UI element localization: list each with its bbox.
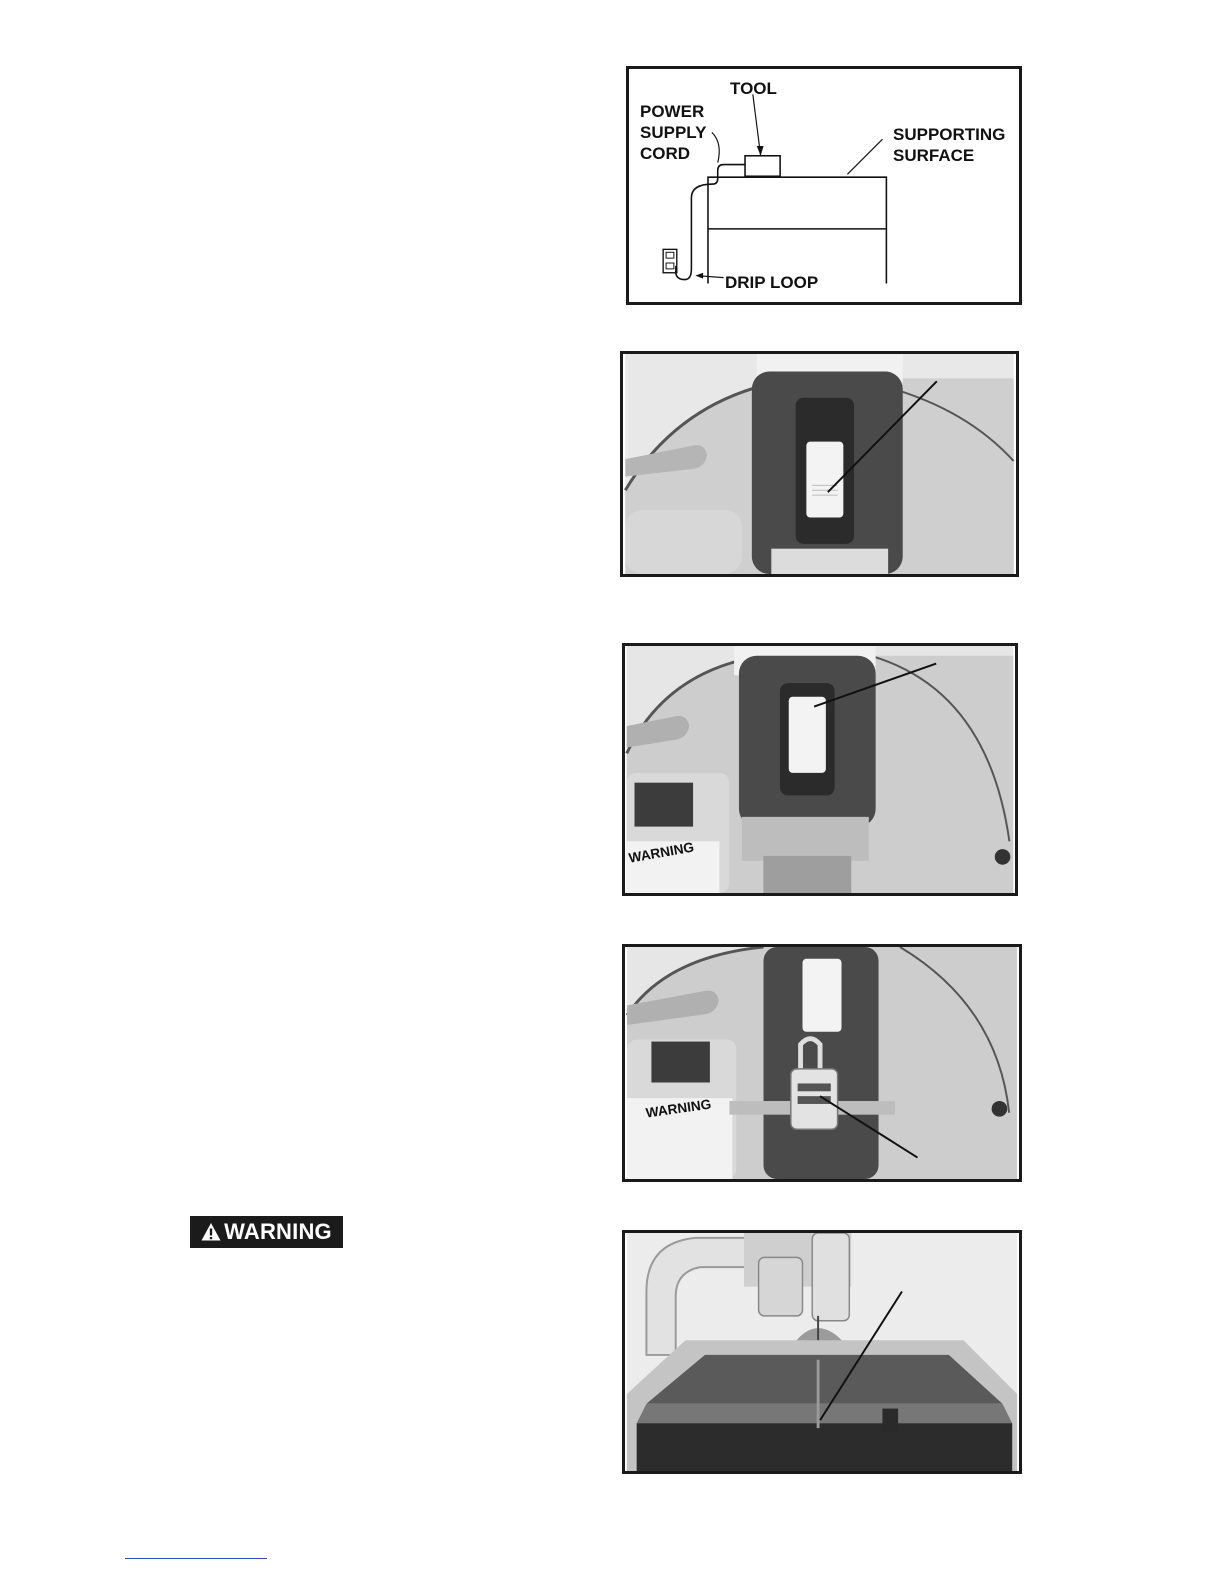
warning-label: WARNING: [224, 1219, 332, 1244]
tool-label: TOOL: [730, 79, 777, 98]
warning-decal-text-1: WARNING: [627, 839, 696, 866]
warning-badge: [190, 1216, 343, 1248]
switch-padlock-photo: [622, 944, 1022, 1182]
blade-table-photo: [622, 1230, 1022, 1474]
switch-photo-1: [620, 351, 1019, 577]
power-supply-cord-label: POWER SUPPLY CORD: [640, 102, 707, 163]
drip-loop-diagram: [626, 66, 1022, 305]
switch-photo-2: [622, 643, 1018, 896]
warning-triangle-icon: [201, 1222, 221, 1242]
switch-photo-1-drawing: [623, 354, 1016, 574]
switch-padlock-photo-drawing: [625, 947, 1019, 1179]
supporting-surface-label: SUPPORTING SURFACE: [893, 125, 1006, 165]
drip-loop-label: DRIP LOOP: [725, 273, 819, 292]
footnote-rule: [125, 1558, 267, 1559]
switch-photo-2-drawing: [625, 646, 1015, 893]
blade-table-photo-drawing: [625, 1233, 1019, 1471]
warning-decal-text-2: WARNING: [644, 1096, 713, 1121]
